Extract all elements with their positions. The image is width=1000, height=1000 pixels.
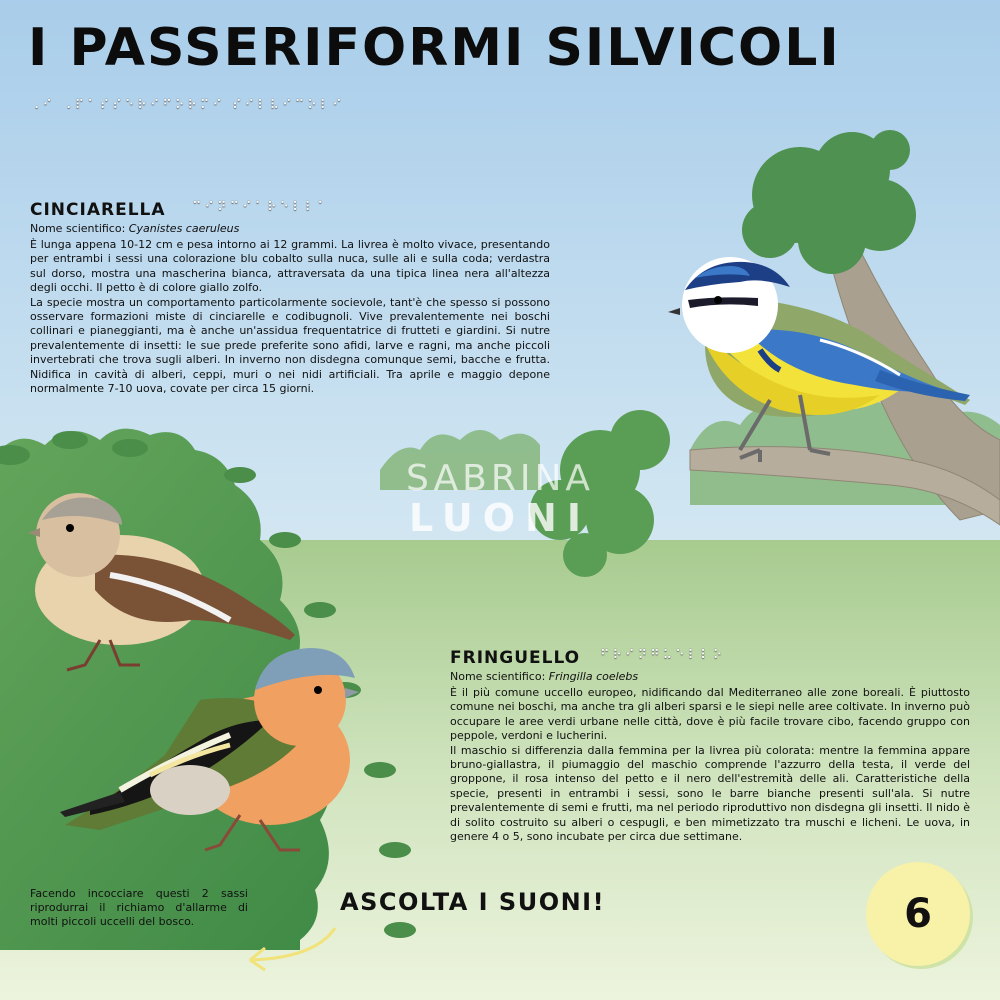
paragraph: È lunga appena 10-12 cm e pesa intorno ai 12 grammi. La livrea è molto vivace, presentando per entrambi i sessi una colorazione blu cobalto sulla nuca, sulle ali e sulla coda; verdastra sul dorso, mostra una mascherina bianca, attraversata da una tipica linea nera all'altezza degli occhi. Il petto è di colore giallo zolfo. xyxy=(30,238,550,295)
fringuello-description xyxy=(450,686,970,844)
cinciarella-scientific-name xyxy=(30,222,239,235)
cinciarella-title: CINCIARELLA xyxy=(30,200,166,220)
scientific-label: Nome scientifico: xyxy=(450,670,546,683)
page-title: I PASSERIFORMI SILVICOLI xyxy=(28,18,841,78)
paragraph: È il più comune uccello europeo, nidificando dal Mediterraneo alle zone boreali. È piuttosto comune nei boschi, ma anche tra gli alberi sparsi e le siepi nelle aree coltivate. In inverno può occupare le aree verdi urbane nelle città, dove è più facile trovare cibo, facendo gruppo con peppole, verdoni e lucherini. xyxy=(450,686,970,743)
scientific-value: Cyanistes caeruleus xyxy=(128,222,240,235)
scientific-value: Fringilla coelebs xyxy=(548,670,639,683)
watermark-line1: SABRINA xyxy=(405,458,595,499)
fringuello-title: FRINGUELLO xyxy=(450,648,581,668)
stones-note: Facendo incocciare questi 2 sassi riprodurrai il richiamo d'allarme di molti piccoli uccelli del bosco. xyxy=(30,887,248,928)
panel-number-badge xyxy=(866,862,970,966)
cinciarella-description xyxy=(30,238,550,396)
paragraph: Il maschio si differenzia dalla femmina per la livrea più colorata: mentre la femmina appare bruno-giallastra, il piumaggio del maschio comprende l'azzurro della testa, il verde del groppone, il rosa intenso del petto e il nero dell'estremità delle ali. Caratteristiche della specie, presenti in entrambi i sessi, sono le barre bianche presenti sull'ala. Si nutre prevalentemente di semi e frutti, ma nel periodo riproduttivo non disdegna gli insetti. Il nido è di solito costruito su alberi o cespugli, e ben mimetizzato tra muschi e licheni. Le uova, in genere 4 o 5, sono incubate per circa due settimane. xyxy=(450,743,970,844)
watermark-line2: LUONI xyxy=(409,496,591,540)
listen-heading: ASCOLTA I SUONI! xyxy=(340,888,606,916)
cinciarella-braille: ⠉⠊⠝⠉⠊⠁⠗⠑⠇⠇⠁ xyxy=(192,200,330,215)
title-braille: ⠠⠊ ⠠⠏⠁⠎⠎⠑⠗⠊⠋⠕⠗⠍⠊ ⠎⠊⠇⠧⠊⠉⠕⠇⠊ xyxy=(30,98,345,113)
paragraph: La specie mostra un comportamento particolarmente socievole, tant'è che spesso si possono osservare formazioni miste di cinciarelle e codibugnoli. Vive prevalentemente nei boschi collinari e pianeggianti, ma è anche un'assidua frequentatrice di frutteti e giardini. Si nutre prevalentemente di insetti: le sue prede preferite sono afidi, larve e ragni, ma anche piccoli invertebrati che trova sugli alberi. In inverno non disdegna comunque semi, bacche e frutta. Nidifica in cavità di alberi, ceppi, muri o nei nidi artificiali. Tra aprile e maggio depone normalmente 7-10 uova, covate per circa 15 giorni. xyxy=(30,295,550,396)
scientific-label: Nome scientifico: xyxy=(30,222,126,235)
fringuello-scientific-name xyxy=(450,670,638,683)
panel-number: 6 xyxy=(904,891,932,937)
fringuello-braille: ⠋⠗⠊⠝⠛⠥⠑⠇⠇⠕ xyxy=(600,648,726,663)
